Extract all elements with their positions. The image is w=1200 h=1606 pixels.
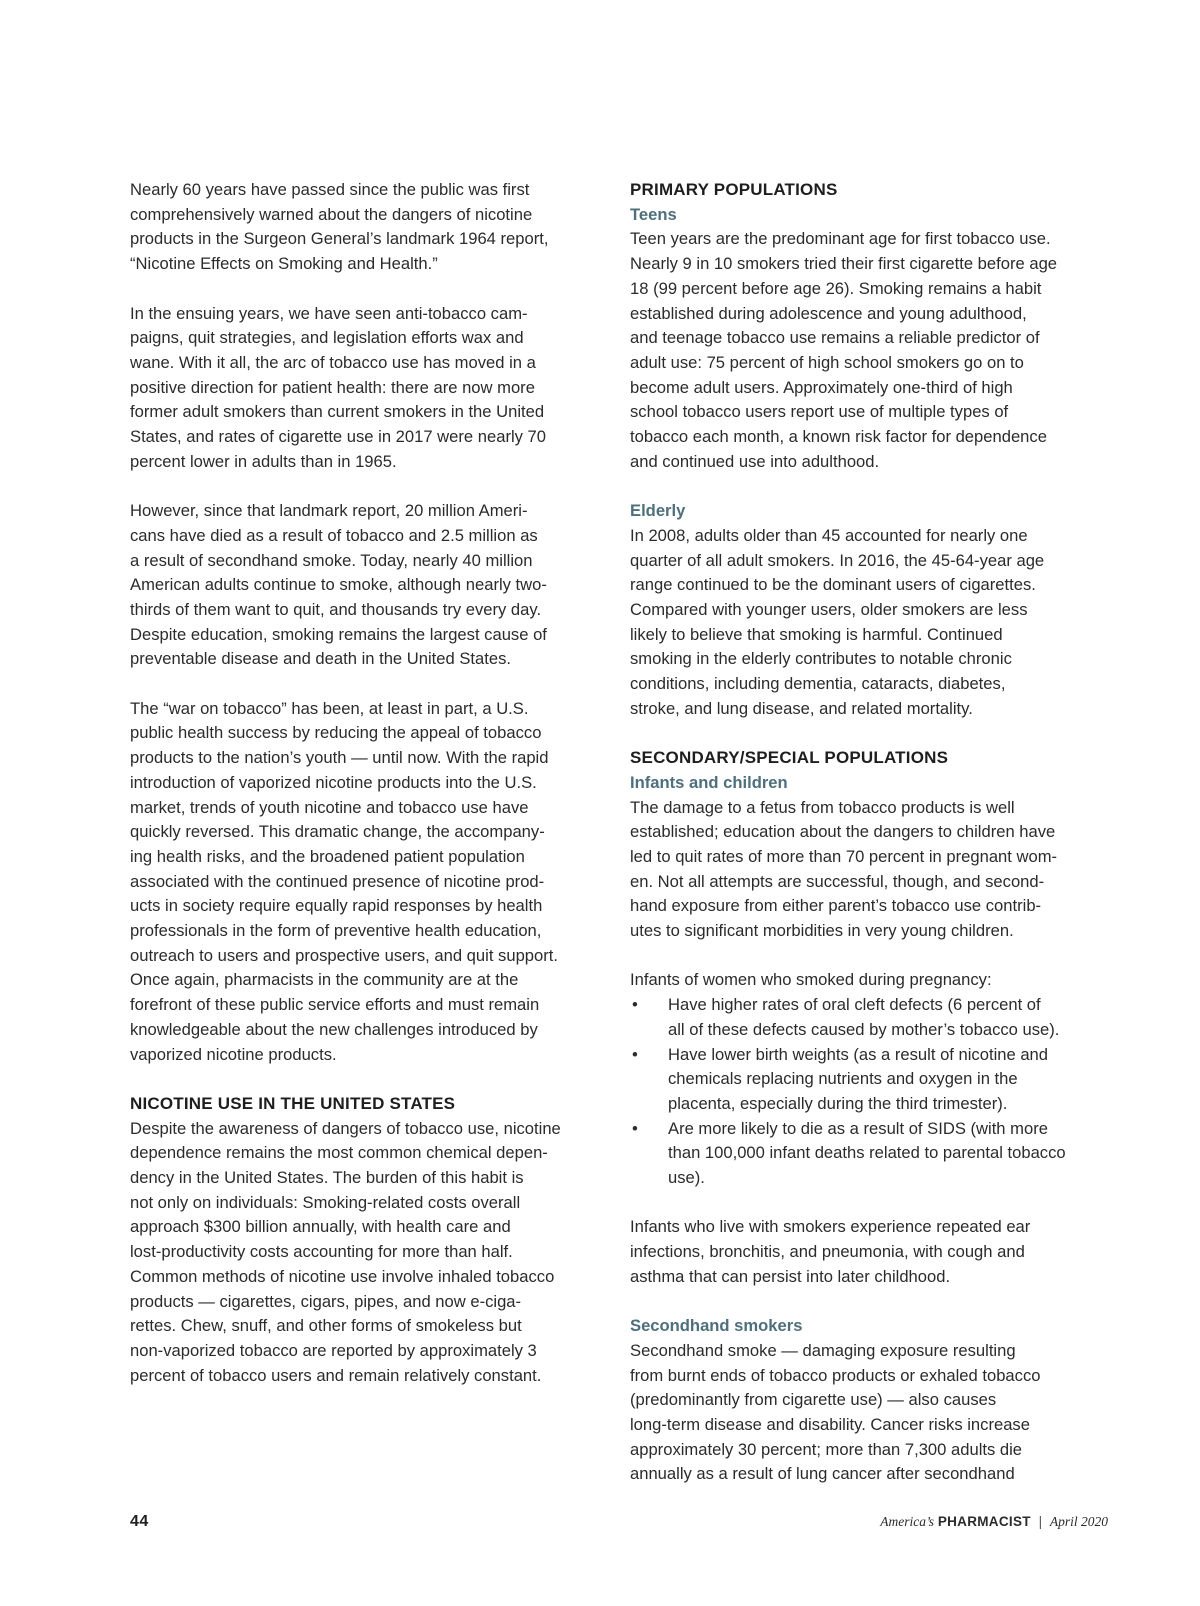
nicotine-use-heading: NICOTINE USE IN THE UNITED STATES bbox=[130, 1093, 456, 1113]
landmark-report-paragraph: However, since that landmark report, 20 million Ameri- cans have died as a result of tobacco and 2.5 million as a result of secondhand smoke. Today, nearly 40 million American adults continue to smoke, although nearly two- thirds of them want to quit, and thousands try every day. Despite education, smoking remains the largest cause of preventable disease and death in the United States. bbox=[130, 501, 547, 669]
list-item bbox=[630, 1043, 1108, 1117]
primary-populations-heading: PRIMARY POPULATIONS bbox=[630, 180, 838, 199]
infants-paragraph: The damage to a fetus from tobacco products is well established; education about the dangers to children have led to quit rates of more than 70 percent in pregnant wom- en. Not all attempts are successful, though, and second- hand exposure from either parent’s tobacco use contrib- utes to significant morbidities in very young children. bbox=[630, 797, 1058, 941]
right-column bbox=[630, 178, 1108, 1487]
list-item bbox=[630, 1117, 1108, 1191]
page-number: 44 bbox=[130, 1513, 149, 1530]
secondhand-subheading: Secondhand smokers bbox=[630, 1316, 803, 1336]
teens-paragraph: Teen years are the predominant age for first tobacco use. Nearly 9 in 10 smokers tried their first cigarette before age 18 (99 percent before age 26). Smoking remains a habit established during adolescence and young adulthood, and teenage tobacco use remains a reliable predictor of adult use: 75 percent of high school smokers go on to become adult users. Approximately one-third of high school tobacco users report use of multiple types of tobacco each month, a known risk factor for dependence and continued use into adulthood. bbox=[630, 229, 1058, 471]
intro-paragraph: Nearly 60 years have passed since the public was first comprehensively warned about the dangers of nicotine products in the Surgeon General’s landmark 1964 report, “Nicotine Effects on Smoking and Health.” bbox=[130, 180, 549, 274]
bullet-text: Are more likely to die as a result of SIDS (with more than 100,000 infant deaths related to parental tobacco use). bbox=[668, 1118, 1066, 1188]
bullet-text: Have lower birth weights (as a result of nicotine and chemicals replacing nutrients and oxygen in the placenta, especially during the third trimester). bbox=[668, 1044, 1049, 1113]
bullet-icon: • bbox=[632, 1118, 638, 1138]
war-on-tobacco-paragraph: The “war on tobacco” has been, at least in part, a U.S. public health success by reducing the appeal of tobacco products to the nation’s youth — until now. With the rapid introduction of vaporized nicotine products into the U.S. market, trends of youth nicotine and tobacco use have quickly reversed. This dramatic change, the accompany- ing health risks, and the broadened patient population associated with the continued presence of nicotine prod- ucts in society require equally rapid responses by health professionals in the form of preventive health education, outreach to users and prospective users, and quit support. Once again, pharmacists in the community are at the forefront of these public service efforts and must remain knowledgeable about the new challenges introduced by vaporized nicotine products. bbox=[130, 698, 559, 1064]
bullet-icon: • bbox=[632, 1044, 638, 1064]
teens-subheading: Teens bbox=[630, 204, 677, 224]
publication-footer bbox=[880, 1514, 1108, 1530]
bullet-text: Have higher rates of oral cleft defects (6 percent of all of these defects caused by mother’s tobacco use). bbox=[668, 995, 1060, 1039]
bullet-icon: • bbox=[632, 995, 638, 1015]
infants-bullet-list bbox=[630, 993, 1108, 1191]
left-column bbox=[130, 178, 608, 1388]
infants-subheading: Infants and children bbox=[630, 772, 788, 792]
footer-separator: | bbox=[1038, 1514, 1043, 1529]
secondary-populations-heading: SECONDARY/SPECIAL POPULATIONS bbox=[630, 748, 949, 768]
elderly-subheading: Elderly bbox=[630, 501, 686, 521]
infants-live-with-smokers-paragraph: Infants who live with smokers experience repeated ear infections, bronchitis, and pneumonia, with cough and asthma that can persist into later childhood. bbox=[630, 1217, 1031, 1286]
nicotine-use-paragraph: Despite the awareness of dangers of tobacco use, nicotine dependence remains the most common chemical depen- dency in the United States. The burden of this habit is not only on individuals: Smoking-related costs overall approach $300 billion annually, with health care and lost-productivity costs accounting for more than half. Common methods of nicotine use involve inhaled tobacco products — cigarettes, cigars, pipes, and now e-ciga- rettes. Chew, snuff, and other forms of smokeless but non-vaporized tobacco are reported by approximately 3 percent of tobacco users and remain relatively constant. bbox=[130, 1118, 561, 1385]
secondhand-paragraph: Secondhand smoke — damaging exposure resulting from burnt ends of tobacco products or exhaled tobacco (predominantly from cigarette use) — also causes long-term disease and disability. Cancer risks increase approximately 30 percent; more than 7,300 adults die annually as a result of lung cancer after secondhand bbox=[630, 1340, 1041, 1484]
issue-date: April 2020 bbox=[1049, 1514, 1108, 1529]
publication-prefix: America’s bbox=[880, 1514, 935, 1529]
elderly-paragraph: In 2008, adults older than 45 accounted for nearly one quarter of all adult smokers. In 2016, the 45-64-year age range continued to be the dominant users of cigarettes. Compared with younger users, older smokers are less likely to believe that smoking is harmful. Continued smoking in the elderly contributes to notable chronic conditions, including dementia, cataracts, diabetes, stroke, and lung disease, and related mortality. bbox=[630, 525, 1045, 718]
list-item bbox=[630, 993, 1108, 1042]
publication-brand: PHARMACIST bbox=[937, 1514, 1031, 1529]
ensuing-years-paragraph: In the ensuing years, we have seen anti-tobacco cam- paigns, quit strategies, and legislation efforts wax and wane. With it all, the arc of tobacco use has moved in a positive direction for patient health: there are now more former adult smokers than current smokers in the United States, and rates of cigarette use in 2017 were nearly 70 percent lower in adults than in 1965. bbox=[130, 303, 547, 471]
infants-intro-text: Infants of women who smoked during pregnancy: bbox=[630, 970, 992, 990]
